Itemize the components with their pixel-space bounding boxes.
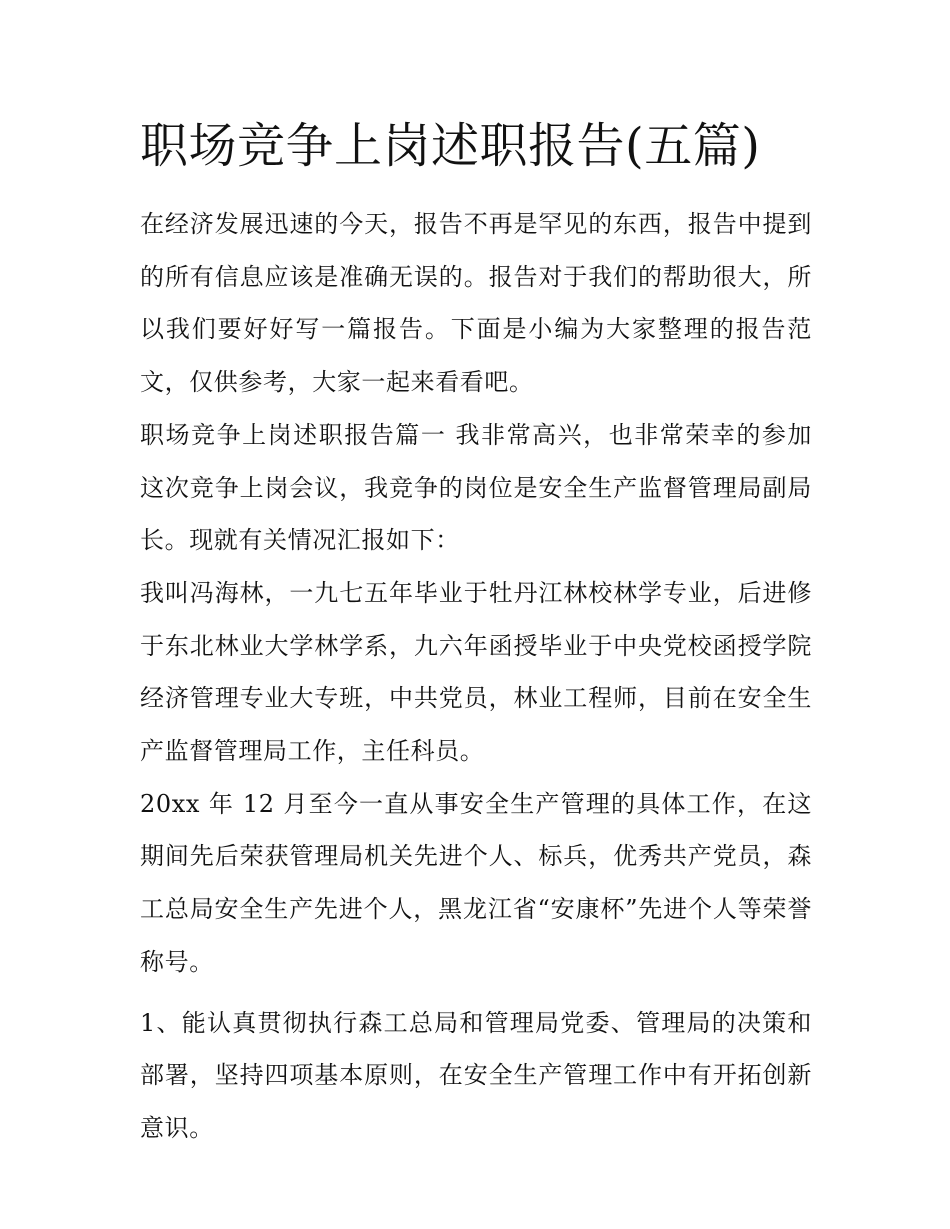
paragraph-point-one: 1、能认真贯彻执行森工总局和管理局党委、管理局的决策和部署，坚持四项基本原则，在安全生产管理工作中有开拓创新意识。 <box>140 1008 812 1142</box>
document-body <box>140 198 812 1155</box>
paragraph-intro: 在经济发展迅速的今天，报告不再是罕见的东西，报告中提到的所有信息应该是准确无误的。报告对于我们的帮助很大，所以我们要好好写一篇报告。下面是小编为大家整理的报告范文，仅供参考，大家一起来看看吧。 <box>140 210 812 397</box>
paragraph-section-one-opening: 职场竞争上岗述职报告篇一 我非常高兴，也非常荣幸的参加这次竞争上岗会议，我竞争的岗位是安全生产监督管理局副局长。现就有关情况汇报如下： <box>140 420 812 555</box>
paragraph-work-experience: 20xx 年 12 月至今一直从事安全生产管理的具体工作，在这期间先后荣获管理局机关先进个人、标兵，优秀共产党员，森工总局安全生产先进个人，黑龙江省“安康杯”先进个人等荣誉称号。 <box>140 789 812 976</box>
document-title: 职场竞争上岗述职报告(五篇) <box>140 118 761 174</box>
paragraph-personal-background: 我叫冯海林，一九七五年毕业于牡丹江林校林学专业，后进修于东北林业大学林学系，九六年函授毕业于中央党校函授学院经济管理专业大专班，中共党员，林业工程师，目前在安全生产监督管理局工作，主任科员。 <box>140 578 812 766</box>
